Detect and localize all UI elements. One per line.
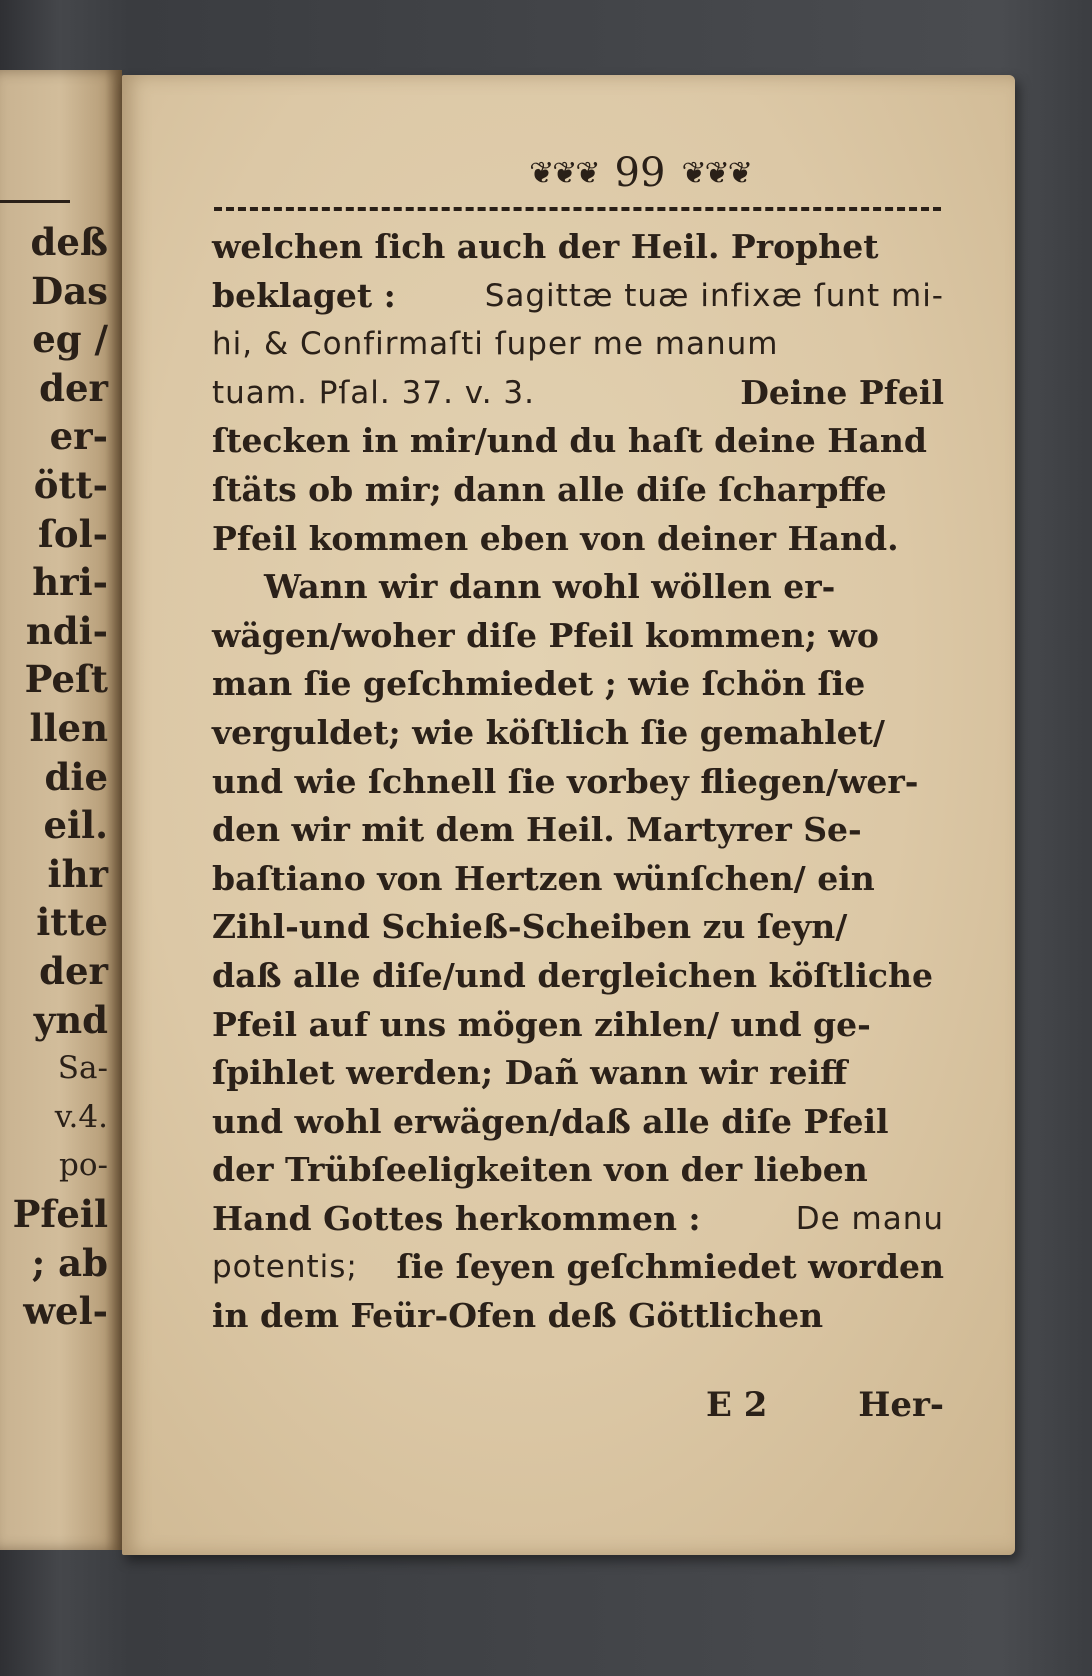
text-line-segment: wägen/woher diſe Pfeil kommen; wo (212, 615, 879, 655)
text-line-segment: welchen ſich auch der Heil. Prophet (212, 227, 879, 266)
text-line-segment: man ſie geſchmiedet ; wie ſchön ſie (212, 664, 866, 704)
left-page-fragment: Das (31, 268, 108, 313)
text-line-segment: Hand Gottes herkommen : (212, 1198, 701, 1238)
text-line (212, 1243, 944, 1292)
left-page-fragment: itte (36, 900, 108, 945)
text-line (212, 1098, 944, 1147)
text-line-segment: Pfeil kommen eben von deiner Hand. (212, 518, 899, 558)
text-line (212, 855, 944, 904)
left-page-fragment: ynd (33, 997, 108, 1042)
page-number: 99 (614, 150, 666, 196)
text-line-segment: baſtiano von Hertzen wünſchen/ ein (212, 858, 875, 898)
text-line (212, 709, 944, 758)
text-line (212, 320, 944, 369)
left-page-fragment: ; ab (31, 1240, 108, 1285)
ornament-right-icon: ❦❦❦ (681, 155, 751, 191)
text-line (212, 369, 944, 418)
left-page-fragment: Peſt (24, 657, 108, 702)
text-line-segment: hi, & Confirmaſti ſuper me manum (212, 326, 779, 363)
text-line-segment: Sagittæ tuæ infixæ ſunt mi- (484, 277, 944, 314)
text-line (212, 1146, 944, 1195)
left-page-fragment: v.4. (54, 1098, 108, 1135)
left-page-fragment: po- (59, 1147, 108, 1184)
text-line (212, 1292, 944, 1341)
text-line-segment: in dem Feür-Ofen deß Göttlichen (212, 1296, 824, 1336)
left-page-fragment: ihr (47, 851, 108, 896)
text-line-segment: potentis; (212, 1249, 358, 1286)
text-line (212, 466, 944, 515)
left-page-fragment: ſol- (37, 511, 108, 556)
text-line-segment: tuam. Pſal. 37. v. 3. (212, 374, 536, 411)
page-footer (212, 1385, 944, 1435)
text-line-segment: ſpihlet werden; Dañ wann wir reiff (212, 1053, 848, 1093)
text-line (212, 417, 944, 466)
text-line (212, 1049, 944, 1098)
left-page-fragment: ött- (33, 463, 108, 507)
book-page (122, 75, 1015, 1555)
text-line-segment: De manu (795, 1200, 944, 1237)
page-header (440, 143, 840, 203)
left-page-fragment: eil. (43, 803, 108, 848)
text-line (212, 272, 944, 321)
left-page-fragment: wel- (23, 1289, 108, 1334)
left-page-fragment: ndi- (25, 608, 108, 653)
text-line (212, 612, 944, 661)
left-page-fragment: llen (29, 706, 108, 750)
left-page-fragment: Pfeil (12, 1192, 108, 1236)
left-page-fragment: hri- (32, 560, 108, 605)
text-line (212, 563, 944, 612)
text-line-segment: den wir mit dem Heil. Martyrer Se- (212, 810, 862, 850)
text-line-segment: beklaget : (212, 275, 396, 315)
text-line (212, 223, 944, 272)
text-line (212, 660, 944, 709)
text-line-segment: Wann wir dann wohl wöllen er- (264, 567, 836, 607)
left-page-fragment: deß (30, 220, 108, 264)
left-page-fragment: der (39, 949, 108, 993)
ornament-left-icon: ❦❦❦ (529, 155, 599, 191)
text-line (212, 806, 944, 855)
text-line (212, 758, 944, 807)
left-page-fragment: Sa- (57, 1050, 108, 1087)
catchword: Her- (858, 1385, 944, 1425)
left-page-fragment: eg / (32, 317, 108, 362)
text-line-segment: verguldet; wie köſtlich ſie gemahlet/ (212, 712, 885, 752)
text-line-segment: Deine Pfeil (740, 372, 944, 412)
text-line (212, 903, 944, 952)
text-line-segment: und wie ſchnell ſie vorbey fliegen/wer- (212, 761, 919, 801)
left-page-fragment: der (39, 365, 108, 410)
text-line-segment: ſie ſeyen geſchmiedet worden (396, 1247, 944, 1287)
left-page-edge (0, 70, 122, 1550)
text-line-segment: und wohl erwägen/daß alle diſe Pfeil (212, 1101, 889, 1141)
body-text (212, 223, 944, 1341)
text-line (212, 1195, 944, 1244)
text-line-segment: daß alle diſe/und dergleichen köſtliche (212, 955, 933, 995)
left-page-rule (0, 200, 70, 203)
text-line-segment: ſtecken in mir/und du haſt deine Hand (212, 421, 927, 461)
text-line-segment: der Trübſeeligkeiten von der lieben (212, 1150, 868, 1190)
text-line-segment: Zihl-und Schieß-Scheiben zu ſeyn/ (212, 907, 848, 947)
signature-mark: E 2 (706, 1385, 768, 1425)
text-line (212, 1001, 944, 1050)
header-rule (214, 207, 941, 211)
left-page-fragment: die (44, 754, 108, 799)
text-line-segment: ſtäts ob mir; dann alle diſe ſcharpffe (212, 469, 887, 509)
text-line-segment: Pfeil auf uns mögen zihlen/ und ge- (212, 1004, 871, 1044)
text-line (212, 952, 944, 1001)
text-line (212, 515, 944, 564)
left-page-fragment: er- (49, 414, 108, 459)
